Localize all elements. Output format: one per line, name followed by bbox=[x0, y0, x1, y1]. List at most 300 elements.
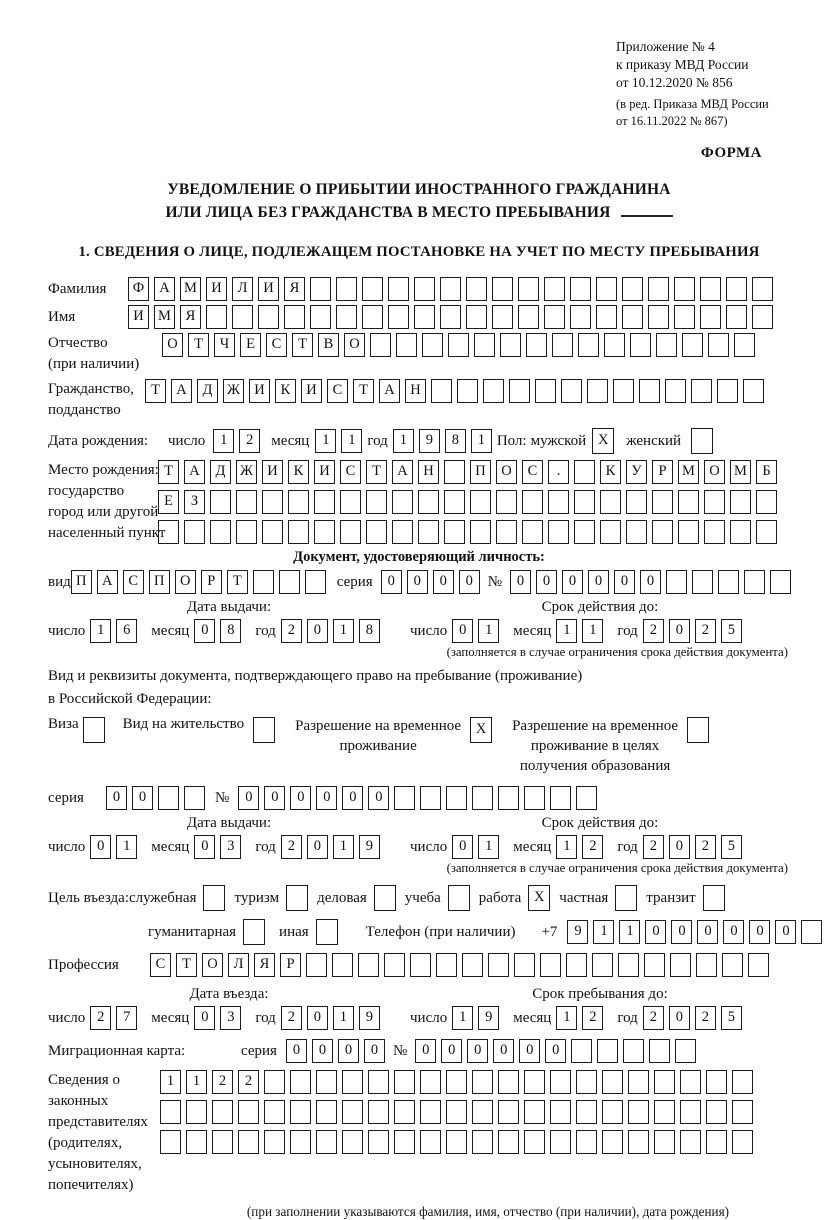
char-cell[interactable] bbox=[522, 490, 543, 514]
char-cell[interactable]: 0 bbox=[307, 619, 328, 643]
char-cell[interactable] bbox=[238, 1100, 259, 1124]
char-cell[interactable] bbox=[561, 379, 582, 403]
char-cell[interactable]: 8 bbox=[445, 429, 466, 453]
char-cell[interactable] bbox=[288, 490, 309, 514]
char-cell[interactable]: Т bbox=[158, 460, 179, 484]
char-cell[interactable]: 0 bbox=[669, 1006, 690, 1030]
char-cell[interactable] bbox=[492, 277, 513, 301]
char-cell[interactable]: 0 bbox=[342, 786, 363, 810]
char-cell[interactable] bbox=[518, 305, 539, 329]
char-cell[interactable] bbox=[524, 1130, 545, 1154]
char-cell[interactable] bbox=[674, 305, 695, 329]
char-cell[interactable]: Б bbox=[756, 460, 777, 484]
char-cell[interactable] bbox=[410, 953, 431, 977]
char-cell[interactable]: Т bbox=[227, 570, 248, 594]
char-cell[interactable]: А bbox=[392, 460, 413, 484]
char-cell[interactable] bbox=[717, 379, 738, 403]
char-cell[interactable] bbox=[602, 1070, 623, 1094]
char-cell[interactable]: К bbox=[275, 379, 296, 403]
char-cell[interactable]: А bbox=[97, 570, 118, 594]
char-cell[interactable]: И bbox=[314, 460, 335, 484]
char-cell[interactable]: 0 bbox=[697, 920, 718, 944]
char-cell[interactable]: 1 bbox=[116, 835, 137, 859]
char-cell[interactable]: 1 bbox=[213, 429, 234, 453]
char-cell[interactable] bbox=[700, 277, 721, 301]
char-cell[interactable]: И bbox=[262, 460, 283, 484]
char-cell[interactable] bbox=[466, 277, 487, 301]
char-cell[interactable]: Ж bbox=[236, 460, 257, 484]
char-cell[interactable]: Ж bbox=[223, 379, 244, 403]
char-cell[interactable] bbox=[548, 490, 569, 514]
char-cell[interactable] bbox=[203, 885, 225, 911]
char-cell[interactable] bbox=[184, 786, 205, 810]
char-cell[interactable]: 0 bbox=[545, 1039, 566, 1063]
char-cell[interactable] bbox=[362, 305, 383, 329]
char-cell[interactable] bbox=[613, 379, 634, 403]
char-cell[interactable] bbox=[368, 1130, 389, 1154]
char-cell[interactable] bbox=[706, 1100, 727, 1124]
char-cell[interactable]: О bbox=[704, 460, 725, 484]
char-cell[interactable] bbox=[648, 305, 669, 329]
char-cell[interactable]: 0 bbox=[669, 835, 690, 859]
char-cell[interactable] bbox=[665, 379, 686, 403]
char-cell[interactable]: 0 bbox=[536, 570, 557, 594]
char-cell[interactable] bbox=[498, 786, 519, 810]
char-cell[interactable]: 9 bbox=[419, 429, 440, 453]
char-cell[interactable]: Т bbox=[353, 379, 374, 403]
char-cell[interactable]: М bbox=[180, 277, 201, 301]
char-cell[interactable] bbox=[623, 1039, 644, 1063]
char-cell[interactable] bbox=[431, 379, 452, 403]
char-cell[interactable]: 3 bbox=[220, 835, 241, 859]
char-cell[interactable] bbox=[238, 1130, 259, 1154]
char-cell[interactable] bbox=[340, 520, 361, 544]
char-cell[interactable]: С bbox=[522, 460, 543, 484]
char-cell[interactable]: 2 bbox=[212, 1070, 233, 1094]
char-cell[interactable] bbox=[420, 1070, 441, 1094]
char-cell[interactable]: Т bbox=[188, 333, 209, 357]
char-cell[interactable] bbox=[550, 1130, 571, 1154]
char-cell[interactable]: 2 bbox=[281, 619, 302, 643]
char-cell[interactable] bbox=[602, 1100, 623, 1124]
char-cell[interactable] bbox=[522, 520, 543, 544]
char-cell[interactable] bbox=[206, 305, 227, 329]
char-cell[interactable]: 1 bbox=[556, 1006, 577, 1030]
char-cell[interactable] bbox=[496, 490, 517, 514]
char-cell[interactable] bbox=[566, 953, 587, 977]
char-cell[interactable] bbox=[628, 1070, 649, 1094]
char-cell[interactable]: Р bbox=[652, 460, 673, 484]
char-cell[interactable]: М bbox=[678, 460, 699, 484]
char-cell[interactable] bbox=[574, 520, 595, 544]
char-cell[interactable]: О bbox=[175, 570, 196, 594]
char-cell[interactable] bbox=[446, 1100, 467, 1124]
char-cell[interactable] bbox=[284, 305, 305, 329]
char-cell[interactable]: 0 bbox=[433, 570, 454, 594]
char-cell[interactable] bbox=[514, 953, 535, 977]
char-cell[interactable] bbox=[678, 490, 699, 514]
char-cell[interactable] bbox=[600, 520, 621, 544]
char-cell[interactable]: С bbox=[123, 570, 144, 594]
char-cell[interactable]: Р bbox=[201, 570, 222, 594]
char-cell[interactable] bbox=[654, 1130, 675, 1154]
char-cell[interactable]: С bbox=[266, 333, 287, 357]
char-cell[interactable] bbox=[597, 1039, 618, 1063]
char-cell[interactable] bbox=[691, 379, 712, 403]
char-cell[interactable]: В bbox=[318, 333, 339, 357]
char-cell[interactable] bbox=[472, 1100, 493, 1124]
char-cell[interactable] bbox=[368, 1100, 389, 1124]
char-cell[interactable] bbox=[448, 333, 469, 357]
char-cell[interactable] bbox=[440, 305, 461, 329]
char-cell[interactable] bbox=[692, 570, 713, 594]
char-cell[interactable] bbox=[422, 333, 443, 357]
char-cell[interactable]: 1 bbox=[393, 429, 414, 453]
char-cell[interactable] bbox=[708, 333, 729, 357]
char-cell[interactable] bbox=[703, 885, 725, 911]
char-cell[interactable] bbox=[615, 885, 637, 911]
char-cell[interactable]: 0 bbox=[452, 835, 473, 859]
char-cell[interactable] bbox=[472, 1070, 493, 1094]
char-cell[interactable] bbox=[639, 379, 660, 403]
char-cell[interactable]: К bbox=[288, 460, 309, 484]
char-cell[interactable] bbox=[264, 1130, 285, 1154]
char-cell[interactable] bbox=[420, 786, 441, 810]
char-cell[interactable] bbox=[388, 277, 409, 301]
char-cell[interactable] bbox=[552, 333, 573, 357]
char-cell[interactable] bbox=[602, 1130, 623, 1154]
char-cell[interactable] bbox=[652, 490, 673, 514]
char-cell[interactable]: 1 bbox=[341, 429, 362, 453]
char-cell[interactable] bbox=[212, 1130, 233, 1154]
char-cell[interactable]: 0 bbox=[286, 1039, 307, 1063]
char-cell[interactable] bbox=[544, 277, 565, 301]
char-cell[interactable] bbox=[236, 490, 257, 514]
char-cell[interactable] bbox=[472, 786, 493, 810]
char-cell[interactable]: 1 bbox=[90, 619, 111, 643]
char-cell[interactable]: 0 bbox=[312, 1039, 333, 1063]
char-cell[interactable] bbox=[414, 305, 435, 329]
char-cell[interactable] bbox=[726, 305, 747, 329]
char-cell[interactable]: Л bbox=[232, 277, 253, 301]
char-cell[interactable] bbox=[236, 520, 257, 544]
char-cell[interactable] bbox=[570, 277, 591, 301]
char-cell[interactable] bbox=[535, 379, 556, 403]
char-cell[interactable] bbox=[496, 520, 517, 544]
char-cell[interactable]: П bbox=[470, 460, 491, 484]
char-cell[interactable]: 1 bbox=[186, 1070, 207, 1094]
char-cell[interactable]: X bbox=[528, 885, 550, 911]
char-cell[interactable] bbox=[574, 490, 595, 514]
char-cell[interactable] bbox=[743, 379, 764, 403]
char-cell[interactable]: О bbox=[344, 333, 365, 357]
char-cell[interactable] bbox=[574, 460, 595, 484]
char-cell[interactable]: К bbox=[600, 460, 621, 484]
char-cell[interactable]: С bbox=[327, 379, 348, 403]
char-cell[interactable]: 2 bbox=[643, 835, 664, 859]
char-cell[interactable] bbox=[314, 520, 335, 544]
char-cell[interactable] bbox=[500, 333, 521, 357]
char-cell[interactable]: 0 bbox=[775, 920, 796, 944]
char-cell[interactable] bbox=[675, 1039, 696, 1063]
char-cell[interactable]: Р bbox=[280, 953, 301, 977]
char-cell[interactable] bbox=[290, 1070, 311, 1094]
char-cell[interactable] bbox=[587, 379, 608, 403]
char-cell[interactable]: С bbox=[150, 953, 171, 977]
char-cell[interactable]: Н bbox=[405, 379, 426, 403]
char-cell[interactable] bbox=[626, 490, 647, 514]
char-cell[interactable] bbox=[756, 520, 777, 544]
char-cell[interactable] bbox=[366, 490, 387, 514]
char-cell[interactable] bbox=[288, 520, 309, 544]
char-cell[interactable] bbox=[628, 1130, 649, 1154]
char-cell[interactable] bbox=[752, 277, 773, 301]
char-cell[interactable] bbox=[722, 953, 743, 977]
char-cell[interactable] bbox=[730, 520, 751, 544]
char-cell[interactable]: 2 bbox=[238, 1070, 259, 1094]
char-cell[interactable]: 7 bbox=[116, 1006, 137, 1030]
char-cell[interactable]: З bbox=[184, 490, 205, 514]
char-cell[interactable] bbox=[682, 333, 703, 357]
char-cell[interactable] bbox=[524, 1070, 545, 1094]
char-cell[interactable] bbox=[680, 1070, 701, 1094]
char-cell[interactable]: 0 bbox=[669, 619, 690, 643]
char-cell[interactable] bbox=[524, 786, 545, 810]
char-cell[interactable]: А bbox=[154, 277, 175, 301]
char-cell[interactable] bbox=[696, 953, 717, 977]
char-cell[interactable] bbox=[628, 1100, 649, 1124]
char-cell[interactable]: 1 bbox=[593, 920, 614, 944]
char-cell[interactable] bbox=[492, 305, 513, 329]
char-cell[interactable]: 5 bbox=[721, 835, 742, 859]
char-cell[interactable] bbox=[306, 953, 327, 977]
char-cell[interactable] bbox=[462, 953, 483, 977]
char-cell[interactable] bbox=[680, 1100, 701, 1124]
char-cell[interactable] bbox=[576, 1130, 597, 1154]
char-cell[interactable]: 0 bbox=[415, 1039, 436, 1063]
char-cell[interactable] bbox=[314, 490, 335, 514]
char-cell[interactable] bbox=[392, 490, 413, 514]
char-cell[interactable] bbox=[644, 953, 665, 977]
char-cell[interactable] bbox=[509, 379, 530, 403]
char-cell[interactable] bbox=[596, 305, 617, 329]
char-cell[interactable] bbox=[700, 305, 721, 329]
char-cell[interactable]: Т bbox=[145, 379, 166, 403]
char-cell[interactable]: 9 bbox=[359, 1006, 380, 1030]
char-cell[interactable]: 2 bbox=[695, 835, 716, 859]
char-cell[interactable] bbox=[466, 305, 487, 329]
char-cell[interactable] bbox=[518, 277, 539, 301]
char-cell[interactable] bbox=[258, 305, 279, 329]
char-cell[interactable] bbox=[704, 490, 725, 514]
char-cell[interactable] bbox=[336, 305, 357, 329]
char-cell[interactable]: 0 bbox=[519, 1039, 540, 1063]
char-cell[interactable] bbox=[316, 1130, 337, 1154]
char-cell[interactable]: П bbox=[71, 570, 92, 594]
char-cell[interactable] bbox=[470, 520, 491, 544]
char-cell[interactable] bbox=[158, 520, 179, 544]
char-cell[interactable]: 1 bbox=[333, 1006, 354, 1030]
char-cell[interactable] bbox=[548, 520, 569, 544]
char-cell[interactable]: Я bbox=[254, 953, 275, 977]
char-cell[interactable] bbox=[732, 1130, 753, 1154]
char-cell[interactable] bbox=[310, 277, 331, 301]
char-cell[interactable] bbox=[626, 520, 647, 544]
char-cell[interactable]: 0 bbox=[307, 835, 328, 859]
char-cell[interactable]: Д bbox=[210, 460, 231, 484]
char-cell[interactable] bbox=[570, 305, 591, 329]
char-cell[interactable] bbox=[472, 1130, 493, 1154]
char-cell[interactable] bbox=[732, 1100, 753, 1124]
char-cell[interactable]: 0 bbox=[562, 570, 583, 594]
char-cell[interactable]: 1 bbox=[556, 619, 577, 643]
char-cell[interactable] bbox=[253, 717, 275, 743]
char-cell[interactable] bbox=[648, 277, 669, 301]
char-cell[interactable]: 0 bbox=[194, 1006, 215, 1030]
char-cell[interactable]: Т bbox=[292, 333, 313, 357]
char-cell[interactable]: 0 bbox=[749, 920, 770, 944]
char-cell[interactable] bbox=[596, 277, 617, 301]
char-cell[interactable] bbox=[618, 953, 639, 977]
char-cell[interactable]: О bbox=[162, 333, 183, 357]
char-cell[interactable] bbox=[262, 520, 283, 544]
char-cell[interactable] bbox=[687, 717, 709, 743]
char-cell[interactable] bbox=[394, 786, 415, 810]
char-cell[interactable]: 1 bbox=[333, 835, 354, 859]
char-cell[interactable]: А bbox=[379, 379, 400, 403]
char-cell[interactable] bbox=[436, 953, 457, 977]
char-cell[interactable]: 0 bbox=[441, 1039, 462, 1063]
char-cell[interactable] bbox=[264, 1100, 285, 1124]
char-cell[interactable]: 1 bbox=[478, 619, 499, 643]
char-cell[interactable] bbox=[446, 1130, 467, 1154]
char-cell[interactable] bbox=[342, 1130, 363, 1154]
char-cell[interactable] bbox=[362, 277, 383, 301]
char-cell[interactable] bbox=[483, 379, 504, 403]
char-cell[interactable] bbox=[316, 1070, 337, 1094]
char-cell[interactable] bbox=[340, 490, 361, 514]
char-cell[interactable] bbox=[420, 1130, 441, 1154]
char-cell[interactable]: . bbox=[548, 460, 569, 484]
char-cell[interactable]: А bbox=[184, 460, 205, 484]
char-cell[interactable]: X bbox=[592, 428, 614, 454]
char-cell[interactable]: 0 bbox=[264, 786, 285, 810]
char-cell[interactable] bbox=[440, 277, 461, 301]
char-cell[interactable] bbox=[604, 333, 625, 357]
char-cell[interactable]: 2 bbox=[582, 835, 603, 859]
char-cell[interactable]: 0 bbox=[407, 570, 428, 594]
char-cell[interactable] bbox=[550, 1070, 571, 1094]
char-cell[interactable]: 0 bbox=[307, 1006, 328, 1030]
char-cell[interactable] bbox=[654, 1070, 675, 1094]
char-cell[interactable]: 0 bbox=[640, 570, 661, 594]
char-cell[interactable] bbox=[730, 490, 751, 514]
char-cell[interactable]: У bbox=[626, 460, 647, 484]
char-cell[interactable]: 0 bbox=[316, 786, 337, 810]
char-cell[interactable]: И bbox=[249, 379, 270, 403]
char-cell[interactable]: 0 bbox=[132, 786, 153, 810]
char-cell[interactable] bbox=[370, 333, 391, 357]
char-cell[interactable] bbox=[253, 570, 274, 594]
char-cell[interactable]: Ф bbox=[128, 277, 149, 301]
char-cell[interactable]: И bbox=[258, 277, 279, 301]
char-cell[interactable] bbox=[279, 570, 300, 594]
char-cell[interactable] bbox=[457, 379, 478, 403]
char-cell[interactable] bbox=[290, 1130, 311, 1154]
char-cell[interactable] bbox=[414, 277, 435, 301]
char-cell[interactable]: 0 bbox=[459, 570, 480, 594]
char-cell[interactable] bbox=[342, 1100, 363, 1124]
char-cell[interactable] bbox=[394, 1130, 415, 1154]
char-cell[interactable] bbox=[592, 953, 613, 977]
char-cell[interactable]: И bbox=[128, 305, 149, 329]
char-cell[interactable] bbox=[243, 919, 265, 945]
char-cell[interactable]: 2 bbox=[582, 1006, 603, 1030]
char-cell[interactable]: 0 bbox=[510, 570, 531, 594]
char-cell[interactable]: 0 bbox=[614, 570, 635, 594]
char-cell[interactable]: Е bbox=[158, 490, 179, 514]
char-cell[interactable]: М bbox=[154, 305, 175, 329]
char-cell[interactable]: 0 bbox=[452, 619, 473, 643]
char-cell[interactable] bbox=[526, 333, 547, 357]
char-cell[interactable] bbox=[262, 490, 283, 514]
char-cell[interactable] bbox=[186, 1100, 207, 1124]
char-cell[interactable] bbox=[474, 333, 495, 357]
char-cell[interactable] bbox=[392, 520, 413, 544]
char-cell[interactable] bbox=[656, 333, 677, 357]
char-cell[interactable]: 0 bbox=[194, 835, 215, 859]
char-cell[interactable] bbox=[578, 333, 599, 357]
char-cell[interactable] bbox=[232, 305, 253, 329]
char-cell[interactable] bbox=[305, 570, 326, 594]
char-cell[interactable] bbox=[744, 570, 765, 594]
char-cell[interactable]: 2 bbox=[643, 619, 664, 643]
char-cell[interactable] bbox=[210, 520, 231, 544]
char-cell[interactable]: 9 bbox=[567, 920, 588, 944]
char-cell[interactable]: 0 bbox=[723, 920, 744, 944]
char-cell[interactable] bbox=[576, 1070, 597, 1094]
char-cell[interactable]: 2 bbox=[643, 1006, 664, 1030]
char-cell[interactable]: Л bbox=[228, 953, 249, 977]
char-cell[interactable]: О bbox=[202, 953, 223, 977]
char-cell[interactable] bbox=[374, 885, 396, 911]
char-cell[interactable] bbox=[706, 1130, 727, 1154]
char-cell[interactable]: 0 bbox=[381, 570, 402, 594]
char-cell[interactable] bbox=[388, 305, 409, 329]
char-cell[interactable] bbox=[706, 1070, 727, 1094]
char-cell[interactable]: 0 bbox=[671, 920, 692, 944]
char-cell[interactable] bbox=[654, 1100, 675, 1124]
char-cell[interactable]: Я bbox=[284, 277, 305, 301]
char-cell[interactable]: 6 bbox=[116, 619, 137, 643]
char-cell[interactable] bbox=[652, 520, 673, 544]
char-cell[interactable] bbox=[544, 305, 565, 329]
char-cell[interactable] bbox=[734, 333, 755, 357]
char-cell[interactable]: 0 bbox=[338, 1039, 359, 1063]
char-cell[interactable]: 1 bbox=[556, 835, 577, 859]
char-cell[interactable]: 0 bbox=[238, 786, 259, 810]
char-cell[interactable] bbox=[488, 953, 509, 977]
char-cell[interactable] bbox=[160, 1100, 181, 1124]
char-cell[interactable] bbox=[670, 953, 691, 977]
char-cell[interactable] bbox=[540, 953, 561, 977]
char-cell[interactable] bbox=[718, 570, 739, 594]
char-cell[interactable]: А bbox=[171, 379, 192, 403]
char-cell[interactable] bbox=[770, 570, 791, 594]
char-cell[interactable]: О bbox=[496, 460, 517, 484]
char-cell[interactable] bbox=[498, 1130, 519, 1154]
char-cell[interactable]: 1 bbox=[582, 619, 603, 643]
